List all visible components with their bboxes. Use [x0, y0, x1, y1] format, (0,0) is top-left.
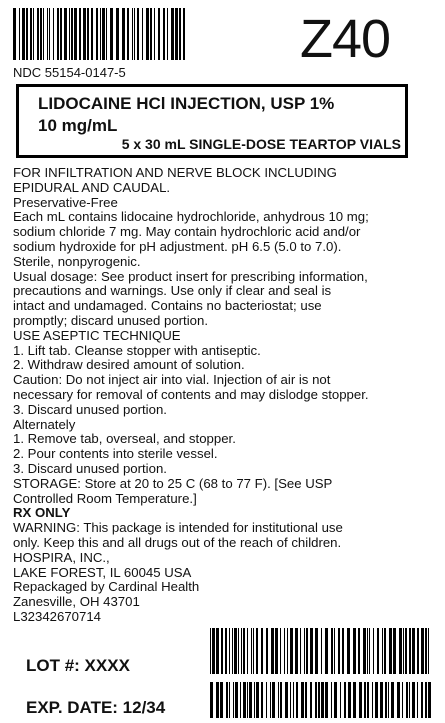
- body-line: sodium chloride 7 mg. May contain hydrochloric acid and/or: [13, 224, 361, 240]
- lot-number: LOT #: XXXX: [26, 656, 130, 675]
- expiration-date: EXP. DATE: 12/34: [26, 698, 166, 717]
- product-strength: 10 mg/mL: [38, 116, 118, 135]
- ndc-number: NDC 55154-0147-5: [13, 65, 126, 80]
- body-line: WARNING: This package is intended for institutional use: [13, 520, 343, 536]
- body-line: 1. Lift tab. Cleanse stopper with antiseptic.: [13, 342, 261, 358]
- body-line: Repackaged by Cardinal Health: [13, 579, 200, 595]
- exp-barcode: [210, 682, 432, 718]
- lot-barcode: [210, 628, 432, 674]
- body-line: sodium hydroxide for pH adjustment. pH 6.5 (5.0 to 7.0).: [13, 238, 342, 254]
- label-body-text: [13, 166, 438, 625]
- body-line: Zanesville, OH 43701: [13, 594, 140, 610]
- body-line: LAKE FOREST, IL 60045 USA: [13, 564, 192, 580]
- body-line: EPIDURAL AND CAUDAL.: [13, 179, 171, 195]
- body-line: 3. Discard unused portion.: [13, 460, 167, 476]
- body-line: Alternately: [13, 416, 76, 432]
- rx-only: RX ONLY: [13, 505, 71, 521]
- body-line: 2. Withdraw desired amount of solution.: [13, 357, 245, 373]
- product-name: LIDOCAINE HCl INJECTION, USP 1%: [38, 94, 335, 113]
- body-line: precautions and warnings. Use only if clear and seal is: [13, 283, 332, 299]
- body-line: USE ASEPTIC TECHNIQUE: [13, 327, 181, 343]
- body-line: Sterile, nonpyrogenic.: [13, 253, 141, 269]
- body-line: 3. Discard unused portion.: [13, 401, 167, 417]
- body-line: Preservative-Free: [13, 194, 118, 210]
- product-title-box: [16, 84, 408, 158]
- body-line: L32342670714: [13, 608, 102, 624]
- package-description: 5 x 30 mL SINGLE-DOSE TEARTOP VIALS: [121, 136, 401, 152]
- body-line: Controlled Room Temperature.]: [13, 490, 197, 506]
- body-line: STORAGE: Store at 20 to 25 C (68 to 77 F). [See USP: [13, 475, 333, 491]
- body-line: Each mL contains lidocaine hydrochloride, anhydrous 10 mg;: [13, 209, 369, 225]
- body-line: promptly; discard unused portion.: [13, 312, 208, 328]
- body-line: Usual dosage: See product insert for prescribing information,: [13, 268, 368, 284]
- body-line: necessary for removal of contents and may dislodge stopper.: [13, 386, 369, 402]
- body-line: only. Keep this and all drugs out of the reach of children.: [13, 534, 342, 550]
- body-line: Caution: Do not inject air into vial. Injection of air is not: [13, 372, 331, 388]
- top-barcode: [13, 8, 188, 60]
- product-code: Z40: [300, 9, 391, 69]
- body-line: intact and undamaged. Contains no bacteriostat; use: [13, 298, 322, 314]
- body-line: 2. Pour contents into sterile vessel.: [13, 446, 218, 462]
- body-line: 1. Remove tab, overseal, and stopper.: [13, 431, 236, 447]
- body-line: FOR INFILTRATION AND NERVE BLOCK INCLUDING: [13, 165, 337, 180]
- body-line: HOSPIRA, INC.,: [13, 549, 110, 565]
